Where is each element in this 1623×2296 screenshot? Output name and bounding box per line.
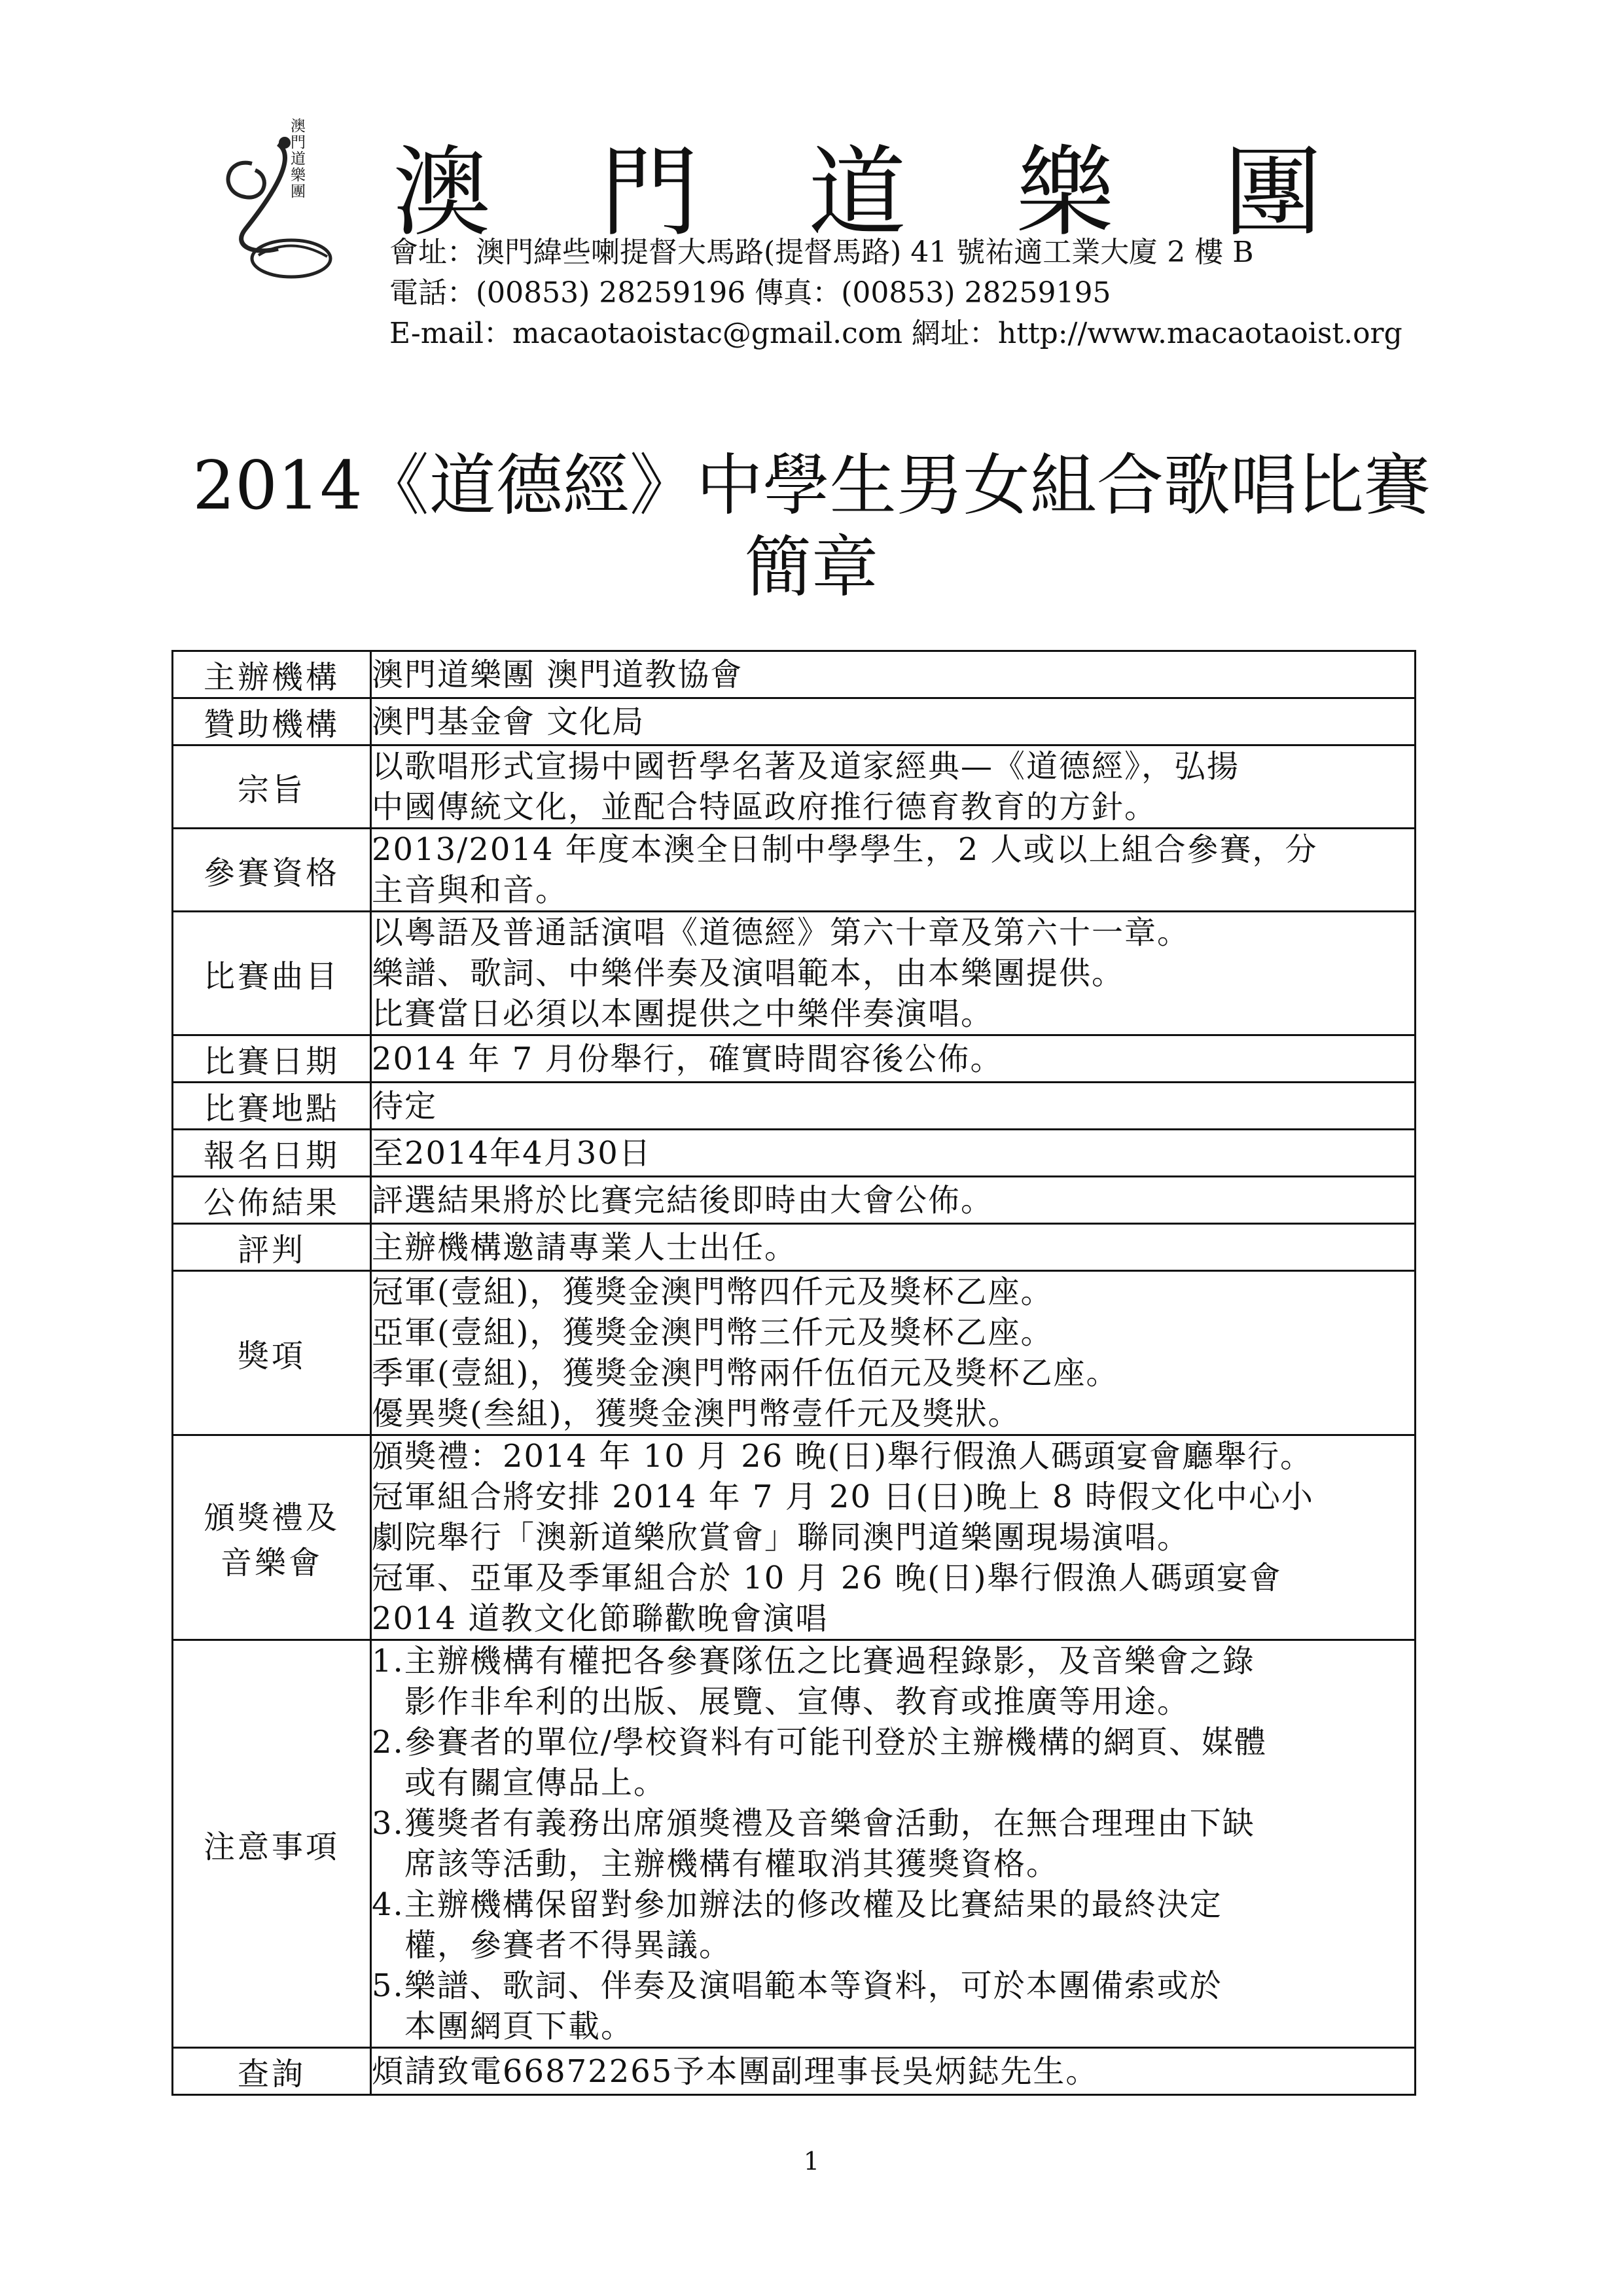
row-label (173, 1435, 371, 1640)
content-line: 冠軍組合將安排 2014 年 7 月 20 日(日)晚上 8 時假文化中心小 (372, 1479, 1314, 1515)
note-line: 影作非牟利的出版、展覽、宣傳、教育或推廣等用途。 (404, 1683, 1190, 1720)
letterhead (0, 0, 1623, 393)
email-website: E-mail：macaotaoistac@gmail.com 網址：http://www.macaotaoist.org (389, 317, 1402, 350)
content-line: 2013/2014 年度本澳全日制中學學生，2 人或以上組合參賽，分 (372, 831, 1318, 868)
row-content (371, 745, 1416, 829)
row-content (371, 2048, 1416, 2095)
org-name-char: 樂 (1016, 136, 1115, 250)
content-line: 評選結果將於比賽完結後即時由大會公佈。 (372, 1181, 994, 1219)
content-line: 澳門基金會 文化局 (372, 703, 645, 740)
table-row (173, 1177, 1416, 1224)
content-line: 比賽當日必須以本團提供之中樂伴奏演唱。 (372, 996, 994, 1032)
title-line-2: 簡章 (745, 529, 878, 607)
note-line: 4.主辦機構保留對參加辦法的修改權及比賽結果的最終決定 (372, 1886, 1222, 1923)
content-line: 以歌唱形式宣揚中國哲學名著及道家經典—《道德經》，弘揚 (372, 748, 1240, 785)
row-content (371, 1640, 1416, 2048)
row-content (371, 651, 1416, 698)
content-line: 中國傳統文化，並配合特區政府推行德育教育的方針。 (372, 789, 1158, 825)
row-content (371, 1083, 1416, 1130)
row-label: 注意事項 (173, 1640, 371, 2048)
org-name-char: 團 (1223, 136, 1322, 250)
table-row (173, 651, 1416, 698)
row-content (371, 1130, 1416, 1177)
row-content (371, 1035, 1416, 1083)
label-line: 音樂會 (220, 1545, 323, 1581)
row-label: 主辦機構 (173, 651, 371, 698)
rules-table (171, 650, 1416, 2096)
row-label: 評判 (173, 1224, 371, 1271)
note-line: 2.參賽者的單位/學校資料有可能刊登於主辦機構的網頁、媒體 (372, 1724, 1267, 1761)
logo-vertical-text: 澳門道樂團 (288, 118, 305, 200)
table-row (173, 2048, 1416, 2095)
table-row (173, 1035, 1416, 1083)
row-content (371, 1435, 1416, 1640)
row-label: 贊助機構 (173, 698, 371, 745)
content-line: 冠軍(壹組)，獲獎金澳門幣四仟元及獎杯乙座。 (372, 1274, 1054, 1310)
table-row (173, 912, 1416, 1035)
document-title (0, 445, 1623, 609)
row-label: 查詢 (173, 2048, 371, 2095)
note-line: 權，參賽者不得異議。 (404, 1927, 732, 1964)
note-line: 本團網頁下載。 (404, 2008, 634, 2045)
content-line: 樂譜、歌詞、中樂伴奏及演唱範本，由本樂團提供。 (372, 955, 1125, 992)
logo-icon (206, 118, 337, 295)
table-row (173, 698, 1416, 745)
table-row (173, 1435, 1416, 1640)
note-line: 3.獲獎者有義務出席頒獎禮及音樂會活動，在無合理理由下缺 (372, 1805, 1255, 1842)
title-line-1: 2014《道德經》中學生男女組合歌唱比賽 (192, 447, 1431, 525)
row-content (371, 829, 1416, 912)
contact-info (389, 232, 1402, 354)
row-content (371, 912, 1416, 1035)
row-label: 比賽日期 (173, 1035, 371, 1083)
note-line: 5.樂譜、歌詞、伴奏及演唱範本等資料，可於本團備索或於 (372, 1967, 1222, 2004)
content-line: 澳門道樂團 澳門道教協會 (372, 656, 743, 693)
content-line: 煩請致電66872265予本團副理事長吳炳鋕先生。 (372, 2053, 1099, 2090)
content-line: 2014 年 7 月份舉行，確實時間容後公佈。 (372, 1040, 1003, 1077)
table-row (173, 829, 1416, 912)
note-line: 1.主辦機構有權把各參賽隊伍之比賽過程錄影，及音樂會之錄 (372, 1643, 1255, 1679)
note-line: 席該等活動，主辦機構有權取消其獲獎資格。 (404, 1846, 1060, 1882)
table-row (173, 1130, 1416, 1177)
content-line: 優異獎(叁組)，獲獎金澳門幣壹仟元及獎狀。 (372, 1395, 1021, 1432)
content-line: 至2014年4月30日 (372, 1134, 652, 1172)
content-line: 劇院舉行「澳新道樂欣賞會」聯同澳門道樂團現場演唱。 (372, 1519, 1190, 1556)
org-name-char: 道 (808, 136, 906, 250)
content-line: 亞軍(壹組)，獲獎金澳門幣三仟元及獎杯乙座。 (372, 1314, 1054, 1351)
row-label: 比賽曲目 (173, 912, 371, 1035)
phone-fax: 電話：(00853) 28259196 傳真：(00853) 28259195 (389, 276, 1111, 310)
row-content (371, 1271, 1416, 1435)
table-row (173, 745, 1416, 829)
row-label: 比賽地點 (173, 1083, 371, 1130)
content-line: 以粵語及普通話演唱《道德經》第六十章及第六十一章。 (372, 914, 1190, 951)
org-name-char: 門 (600, 136, 699, 250)
org-name-char: 澳 (393, 136, 491, 250)
row-label: 報名日期 (173, 1130, 371, 1177)
content-line: 季軍(壹組)，獲獎金澳門幣兩仟伍佰元及獎杯乙座。 (372, 1355, 1119, 1391)
row-content (371, 698, 1416, 745)
row-label: 公佈結果 (173, 1177, 371, 1224)
table-row (173, 1640, 1416, 2048)
label-line: 頒獎禮及 (203, 1499, 340, 1536)
content-line: 冠軍、亞軍及季軍組合於 10 月 26 晚(日)舉行假漁人碼頭宴會 (372, 1560, 1282, 1596)
table-row (173, 1083, 1416, 1130)
content-line: 主音與和音。 (372, 872, 569, 908)
row-content (371, 1177, 1416, 1224)
row-label: 獎項 (173, 1271, 371, 1435)
content-line: 2014 道教文化節聯歡晚會演唱 (372, 1600, 829, 1637)
note-line: 或有關宣傳品上。 (404, 1765, 667, 1801)
content-line: 待定 (372, 1087, 438, 1124)
page-number: 1 (803, 2147, 820, 2176)
row-label: 參賽資格 (173, 829, 371, 912)
content-line: 主辦機構邀請專業人士出任。 (372, 1229, 798, 1266)
table-row (173, 1271, 1416, 1435)
content-line: 頒獎禮：2014 年 10 月 26 晚(日)舉行假漁人碼頭宴會廳舉行。 (372, 1438, 1313, 1475)
row-label: 宗旨 (173, 745, 371, 829)
address: 會址：澳門緯些喇提督大馬路(提督馬路) 41 號祐適工業大廈 2 樓 B (389, 236, 1254, 269)
table-row (173, 1224, 1416, 1271)
row-content (371, 1224, 1416, 1271)
